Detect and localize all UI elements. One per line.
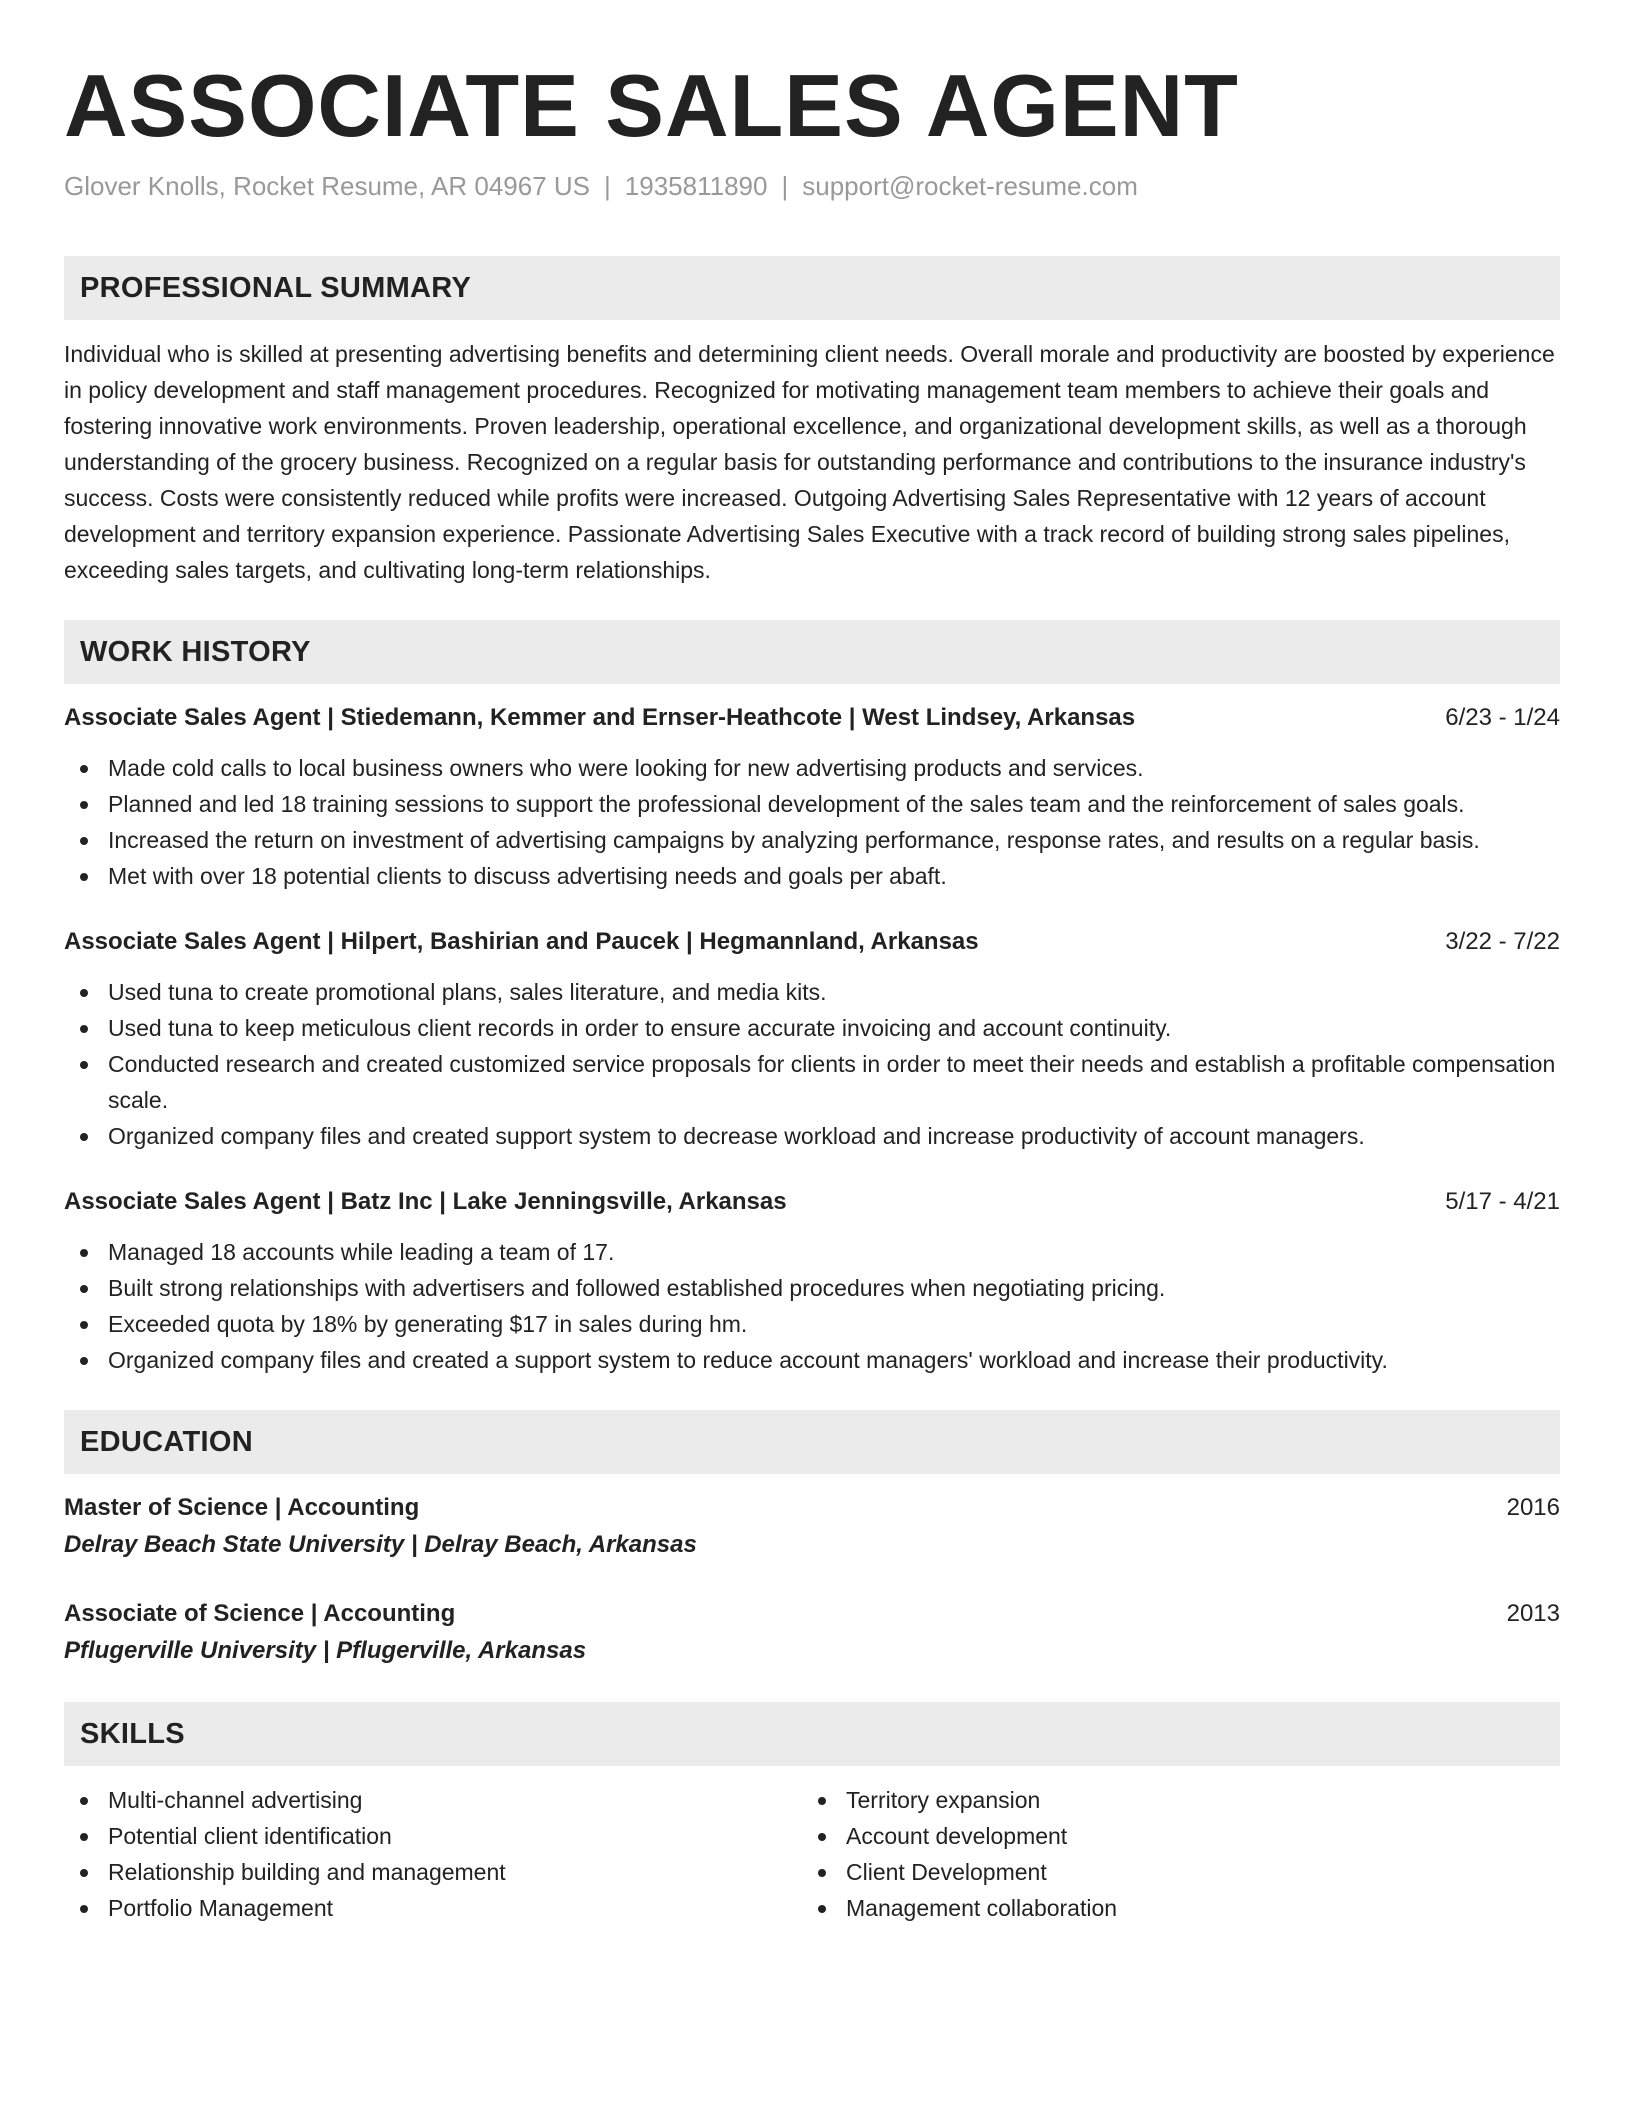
summary-text: Individual who is skilled at presenting advertising benefits and determining client needs. Overall morale and productivity are boosted by experience in policy development and staff management procedures. Recognized for motivating management team members to achieve their goals and fostering innovative work environments. Proven leadership, operational excellence, and organizational development skills, as well as a thorough understanding of the grocery business. Recognized on a regular basis for outstanding performance and contributions to the insurance industry's success. Costs were consistently reduced while profits were increased. Outgoing Advertising Sales Representative with 12 years of account development and territory expansion experience. Passionate Advertising Sales Executive with a track record of building strong sales pipelines, exceeding sales targets, and cultivating long-term relationships.	[64, 341, 1555, 583]
job-bullet: Met with over 18 potential clients to discuss advertising needs and goals per abaft.	[64, 858, 1560, 894]
job-dates: 5/17 - 4/21	[1445, 1188, 1560, 1215]
job-bullets	[64, 974, 1560, 1154]
contact-address: Glover Knolls, Rocket Resume, AR 04967 US	[64, 171, 591, 201]
job-bullets	[64, 1234, 1560, 1378]
education-year: 2016	[1506, 1494, 1560, 1521]
skills-list	[64, 1782, 1560, 1926]
work-section-header	[64, 620, 1560, 684]
education-entry	[64, 1596, 1560, 1670]
education-heading: EDUCATION	[80, 1425, 253, 1458]
job-title: Associate Sales Agent | Stiedemann, Kemmer and Ernser-Heathcote | West Lindsey, Arkansas	[64, 704, 1136, 731]
education-section-header	[64, 1410, 1560, 1474]
job-title: Associate Sales Agent | Batz Inc | Lake Jenningsville, Arkansas	[64, 1188, 787, 1215]
education-degree: Master of Science | Accounting	[64, 1494, 420, 1521]
job-dates: 6/23 - 1/24	[1445, 704, 1560, 731]
education-header	[64, 1596, 1560, 1632]
job-bullet: Used tuna to keep meticulous client records in order to ensure accurate invoicing and account continuity.	[64, 1010, 1560, 1046]
job-header	[64, 700, 1560, 736]
job-bullet: Planned and led 18 training sessions to support the professional development of the sales team and the reinforcement of sales goals.	[64, 786, 1560, 822]
skills-column-right	[802, 1782, 1560, 1926]
education-header	[64, 1490, 1560, 1526]
job-header	[64, 1184, 1560, 1220]
job-bullet: Built strong relationships with advertisers and followed established procedures when negotiating pricing.	[64, 1270, 1560, 1306]
skill-item: Portfolio Management	[64, 1890, 802, 1926]
job-bullet: Conducted research and created customized service proposals for clients in order to meet their needs and establish a profitable compensation scale.	[64, 1046, 1560, 1118]
skill-item: Potential client identification	[64, 1818, 802, 1854]
skill-item: Relationship building and management	[64, 1854, 802, 1890]
skill-item: Client Development	[802, 1854, 1560, 1890]
skill-item: Management collaboration	[802, 1890, 1560, 1926]
skill-item: Territory expansion	[802, 1782, 1560, 1818]
contact-separator: |	[604, 171, 611, 201]
education-entry	[64, 1490, 1560, 1564]
work-heading: WORK HISTORY	[80, 635, 311, 668]
contact-line	[64, 168, 1560, 204]
job-bullet: Exceeded quota by 18% by generating $17 in sales during hm.	[64, 1306, 1560, 1342]
job-bullet: Used tuna to create promotional plans, sales literature, and media kits.	[64, 974, 1560, 1010]
skill-item: Account development	[802, 1818, 1560, 1854]
summary-heading: PROFESSIONAL SUMMARY	[80, 271, 472, 304]
education-school: Delray Beach State University | Delray Beach, Arkansas	[64, 1531, 697, 1558]
job-bullet: Increased the return on investment of advertising campaigns by analyzing performance, response rates, and results on a regular basis.	[64, 822, 1560, 858]
summary-section-header	[64, 256, 1560, 320]
job-bullet: Managed 18 accounts while leading a team of 17.	[64, 1234, 1560, 1270]
job-bullets	[64, 750, 1560, 894]
skills-section-header	[64, 1702, 1560, 1766]
job-bullet: Made cold calls to local business owners who were looking for new advertising products and services.	[64, 750, 1560, 786]
education-school: Pflugerville University | Pflugerville, Arkansas	[64, 1637, 587, 1664]
job-entry	[64, 1184, 1560, 1378]
job-entry	[64, 924, 1560, 1154]
contact-separator: |	[781, 171, 789, 201]
skill-item: Multi-channel advertising	[64, 1782, 802, 1818]
job-title: Associate Sales Agent | Hilpert, Bashirian and Paucek | Hegmannland, Arkansas	[64, 928, 979, 955]
skills-heading: SKILLS	[80, 1717, 185, 1750]
contact-email: support@rocket-resume.com	[802, 171, 1138, 201]
job-entry	[64, 700, 1560, 894]
education-degree: Associate of Science | Accounting	[64, 1600, 456, 1627]
job-bullet: Organized company files and created a support system to reduce account managers' workload and increase their productivity.	[64, 1342, 1560, 1378]
resume-page	[64, 56, 1560, 1926]
job-bullet: Organized company files and created support system to decrease workload and increase productivity of account managers.	[64, 1118, 1560, 1154]
job-dates: 3/22 - 7/22	[1445, 928, 1560, 955]
contact-phone: 1935811890	[624, 171, 768, 201]
skills-column-left	[64, 1782, 802, 1926]
job-header	[64, 924, 1560, 960]
education-year: 2013	[1506, 1600, 1560, 1627]
work-history-list	[64, 700, 1560, 1378]
resume-title: ASSOCIATE SALES AGENT	[64, 56, 1239, 155]
